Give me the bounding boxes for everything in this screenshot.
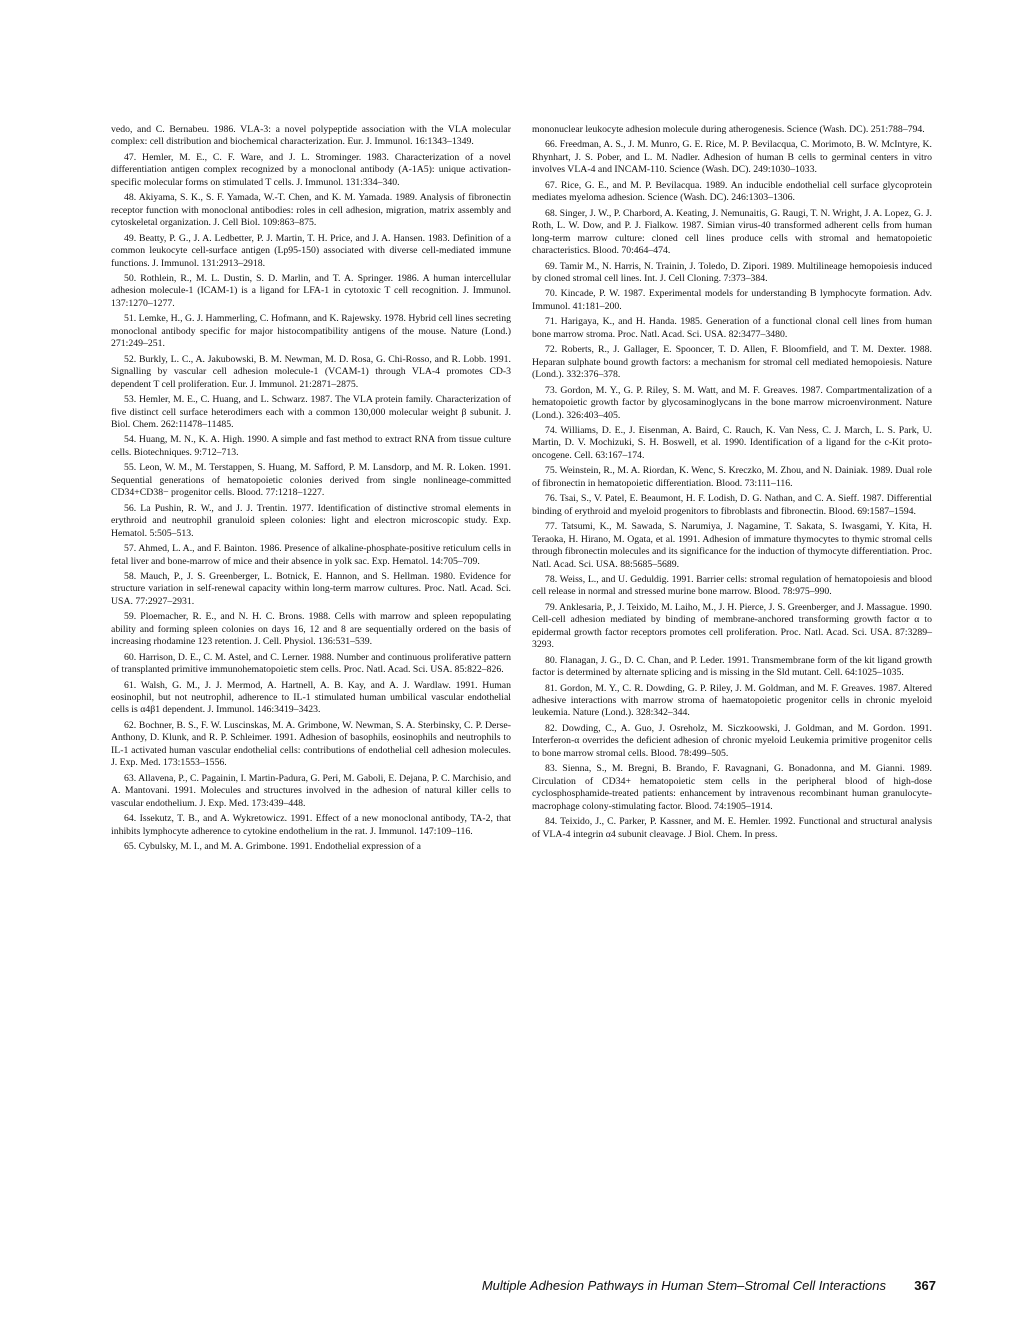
page-number: 367 xyxy=(914,1278,936,1293)
reference-entry: 55. Leon, W. M., M. Terstappen, S. Huang, M. Safford, P. M. Lansdorp, and M. R. Loken. 1991. Sequential generations of hematopoietic colonies derived from single nonlineage-committed CD34+CD38− progenitor cells. Blood. 77:1218–1227. xyxy=(111,462,511,499)
reference-entry: 70. Kincade, P. W. 1987. Experimental models for understanding B lymphocyte formation. Adv. Immunol. 41:181–200. xyxy=(532,288,932,312)
reference-column-left xyxy=(111,124,511,856)
reference-entry: mononuclear leukocyte adhesion molecule during atherogenesis. Science (Wash. DC). 251:788–794. xyxy=(532,124,925,135)
page-footer xyxy=(481,1278,936,1296)
reference-entry: 74. Williams, D. E., J. Eisenman, A. Baird, C. Rauch, K. Van Ness, C. J. March, L. S. Park, U. Martin, D. V. Mochizuki, S. H. Boswell, et al. 1990. Identification of a ligand for the c-Kit proto-oncogene. Cell. 63:167–174. xyxy=(532,424,932,461)
reference-entry: 52. Burkly, L. C., A. Jakubowski, B. M. Newman, M. D. Rosa, G. Chi-Rosso, and R. Lobb. 1991. Signalling by vascular cell adhesion molecule-1 (VCAM-1) through VLA-4 promotes CD-3 dependent T cell proliferation. Eur. J. Immunol. 21:2871–2875. xyxy=(111,353,511,390)
reference-entry: 79. Anklesaria, P., J. Teixido, M. Laiho, M., J. H. Pierce, J. S. Greenberger, and J. Massague. 1990. Cell-cell adhesion mediated by binding of membrane-anchored transforming growth factor α to epidermal growth factor receptors promotes cell proliferation. Proc. Natl. Acad. Sci. USA. 87:3289–3293. xyxy=(532,601,932,651)
reference-entry: 60. Harrison, D. E., C. M. Astel, and C. Lerner. 1988. Number and continuous proliferative pattern of transplanted primitive immunohematopoietic stem cells. Proc. Natl. Acad. Sci. USA. 85:822–826. xyxy=(111,651,511,676)
reference-entry: 54. Huang, M. N., K. A. High. 1990. A simple and fast method to extract RNA from tissue culture cells. Biotechniques. 9:712–713. xyxy=(111,434,511,458)
reference-entry: 47. Hemler, M. E., C. F. Ware, and J. L. Strominger. 1983. Characterization of a novel differentiation antigen complex recognized by a monoclonal antibody (A-1A5): unique activation-specific molecular forms on stimulated T cells. J. Immunol. 131:334–340. xyxy=(111,151,511,188)
running-head: Multiple Adhesion Pathways in Human Stem–Stromal Cell Interactions xyxy=(481,1278,886,1293)
reference-entry: 56. La Pushin, R. W., and J. J. Trentin. 1977. Identification of distinctive stromal elements in erythroid and neutrophil granuloid spleen colonies: light and electron microscopic study. Exp. Hematol. 5:505–513. xyxy=(111,502,511,539)
reference-entry: 83. Sienna, S., M. Bregni, B. Brando, F. Ravagnani, G. Bonadonna, and M. Gianni. 1989. Circulation of CD34+ hematopoietic stem cells in the peripheral blood of high-dose cyclosphosphamide-treated patients: enhancement by intravenous recombinant human granulocyte-macrophage colony-stimulating factor. Blood. 74:1905–1914. xyxy=(532,763,932,812)
reference-column-right xyxy=(532,124,932,844)
reference-entry: 81. Gordon, M. Y., C. R. Dowding, G. P. Riley, J. M. Goldman, and M. F. Greaves. 1987. Altered adhesive interactions with marrow stroma of haematopoietic progenitor cells in chronic myeloid leukemia. Nature (Lond.). 328:342–344. xyxy=(532,682,932,719)
reference-entry: 63. Allavena, P., C. Pagainin, I. Martin-Padura, G. Peri, M. Gaboli, E. Dejana, P. C. Marchisio, and A. Mantovani. 1991. Molecules and structures involved in the adhesion of natural killer cells to vascular endothelium. J. Exp. Med. 173:439–448. xyxy=(111,772,511,809)
reference-entry: 59. Ploemacher, R. E., and N. H. C. Brons. 1988. Cells with marrow and spleen repopulating ability and forming spleen colonies on days 16, 12 and 8 are sequentially ordered on the basis of increasing rhodamine 123 retention. J. Cell. Physiol. 136:531–539. xyxy=(111,611,511,648)
reference-entry: 58. Mauch, P., J. S. Greenberger, L. Botnick, E. Hannon, and S. Hellman. 1980. Evidence for structure variation in self-renewal capacity within long-term marrow cultures. Proc. Natl. Acad. Sci. USA. 77:2927–2931. xyxy=(111,570,511,607)
reference-entry: 71. Harigaya, K., and H. Handa. 1985. Generation of a functional clonal cell lines from human bone marrow stroma. Proc. Natl. Acad. Sci. USA. 82:3477–3480. xyxy=(532,316,932,340)
reference-entry: 72. Roberts, R., J. Gallager, E. Spooncer, T. D. Allen, F. Bloomfield, and T. M. Dexter. 1988. Heparan sulphate bound growth factors: a mechanism for stromal cell mediated hemopoiesis. Nature (Lond.). 332:376–378. xyxy=(532,344,932,381)
reference-entry: 64. Issekutz, T. B., and A. Wykretowicz. 1991. Effect of a new monoclonal antibody, TA-2, that inhibits lymphocyte adherence to cytokine endothelium in the rat. J. Immunol. 147:109–116. xyxy=(111,813,511,837)
reference-entry: vedo, and C. Bernabeu. 1986. VLA-3: a novel polypeptide association with the VLA molecular complex: cell distribution and biochemical characterization. Eur. J. Immunol. 16:1343–1349. xyxy=(111,124,511,148)
reference-entry: 49. Beatty, P. G., J. A. Ledbetter, P. J. Martin, T. H. Price, and J. A. Hansen. 1983. Definition of a common leukocyte cell-surface antigen (Lp95-150) associated with diverse cell-mediated immune functions. J. Immunol. 131:2913–2918. xyxy=(111,232,511,269)
reference-entry: 50. Rothlein, R., M. L. Dustin, S. D. Marlin, and T. A. Springer. 1986. A human intercellular adhesion molecule-1 (ICAM-1) is a ligand for LFA-1 in cytotoxic T cell recognition. J. Immunol. 137:1270–1277. xyxy=(111,272,511,309)
reference-entry: 61. Walsh, G. M., J. J. Mermod, A. Hartnell, A. B. Kay, and A. J. Wardlaw. 1991. Human eosinophil, but not neutrophil, adherence to IL-1 stimulated human umbilical vascular endothelial cells is α4β1 dependent. J. Immunol. 146:3419–3423. xyxy=(111,679,511,716)
reference-entry: 77. Tatsumi, K., M. Sawada, S. Narumiya, J. Nagamine, T. Sakata, S. Iwasgami, Y. Kita, H. Teraoka, H. Hirano, M. Ogata, et al. 1991. Adhesion of immature thymocytes to thymic stromal cells through fibronectin molecules and its significance for the induction of thymocyte differentiation. Proc. Natl. Acad. Sci. USA. 88:5685–5689. xyxy=(532,521,933,570)
reference-entry: 78. Weiss, L., and U. Geduldig. 1991. Barrier cells: stromal regulation of hematopoiesis and blood cell release in normal and stressed murine bone marrow. Blood. 78:975–990. xyxy=(532,573,932,598)
reference-entry: 69. Tamir M., N. Harris, N. Trainin, J. Toledo, D. Zipori. 1989. Multilineage hemopoiesis induced by cloned stromal cell lines. Int. J. Cell Cloning. 7:373–384. xyxy=(532,260,932,284)
reference-entry: 48. Akiyama, S. K., S. F. Yamada, W.-T. Chen, and K. M. Yamada. 1989. Analysis of fibronectin receptor function with monoclonal antibodies: roles in cell adhesion, migration, matrix assembly and cytoskeletal organization. J. Cell Biol. 109:863–875. xyxy=(111,192,511,229)
reference-entry: 82. Dowding, C., A. Guo, J. Osreholz, M. Siczkoowski, J. Goldman, and M. Gordon. 1991. Interferon-α overrides the deficient adhesion of chronic myeloid Leukemia primitive progenitor cells to bone marrow stromal cells. Blood. 78:499–505. xyxy=(532,722,932,759)
reference-entry: 84. Teixido, J., C. Parker, P. Kassner, and M. E. Hemler. 1992. Functional and structural analysis of VLA-4 integrin α4 subunit cleavage. J Biol. Chem. In press. xyxy=(532,816,932,840)
reference-entry: 67. Rice, G. E., and M. P. Bevilacqua. 1989. An inducible endothelial cell surface glycoprotein mediates myeloma adhesion. Science (Wash. DC). 246:1303–1306. xyxy=(532,179,932,204)
reference-entry: 80. Flanagan, J. G., D. C. Chan, and P. Leder. 1991. Transmembrane form of the kit ligand growth factor is determined by alternate splicing and is missing in the Sld mutant. Cell. 64:1025–1035. xyxy=(532,654,932,679)
reference-entry: 68. Singer, J. W., P. Charbord, A. Keating, J. Nemunaitis, G. Raugi, T. N. Wright, J. A. Lopez, G. J. Roth, L. W. Dow, and P. J. Fialkow. 1987. Simian virus-40 transformed adherent cells from human long-term marrow culture: cloned cell lines produce cells with stromal and hematopoietic characteristics. Blood. 70:464–474. xyxy=(532,207,932,257)
reference-entry: 75. Weinstein, R., M. A. Riordan, K. Wenc, S. Kreczko, M. Zhou, and N. Dainiak. 1989. Dual role of fibronectin in hematopoietic differentiation. Blood. 73:111–116. xyxy=(532,465,932,489)
reference-entry: 62. Bochner, B. S., F. W. Luscinskas, M. A. Grimbone, W. Newman, S. A. Sterbinsky, C. P. Derse-Anthony, D. Klunk, and R. P. Schleimer. 1991. Adhesion of basophils, eosinophils and neutrophils to IL-1 activated human vascular endothelial cells: contributions of endothelial cell adhesion molecules. J. Exp. Med. 173:1553–1556. xyxy=(111,719,511,769)
reference-entry: 73. Gordon, M. Y., G. P. Riley, S. M. Watt, and M. F. Greaves. 1987. Compartmentalization of a hematopoietic growth factor by glycosaminoglycans in the bone marrow microenvironment. Nature (Lond.). 326:403–405. xyxy=(532,384,932,421)
reference-entry: 57. Ahmed, L. A., and F. Bainton. 1986. Presence of alkaline-phosphate-positive reticulum cells in fetal liver and bone-marrow of mice and their absence in yolk sac. Exp. Hematol. 14:705–709. xyxy=(111,543,511,567)
reference-entry: 53. Hemler, M. E., C. Huang, and L. Schwarz. 1987. The VLA protein family. Characterization of five distinct cell surface heterodimers each with a common 130,000 molecular weight β subunit. J. Biol. Chem. 262:11478–11485. xyxy=(111,394,511,430)
reference-entry: 51. Lemke, H., G. J. Hammerling, C. Hofmann, and K. Rajewsky. 1978. Hybrid cell lines secreting monoclonal antibody specific for major histocompatibility antigens of the mouse. Nature (Lond.) 271:249–251. xyxy=(111,313,511,350)
reference-entry: 65. Cybulsky, M. I., and M. A. Grimbone. 1991. Endothelial expression of a xyxy=(124,841,421,853)
reference-entry: 76. Tsai, S., V. Patel, E. Beaumont, H. F. Lodish, D. G. Nathan, and C. A. Sieff. 1987. Differential binding of erythroid and myeloid progenitors to fibroblasts and fibronectin. Blood. 69:1587–1594. xyxy=(532,493,932,517)
reference-entry: 66. Freedman, A. S., J. M. Munro, G. E. Rice, M. P. Bevilacqua, C. Morimoto, B. W. McIntyre, K. Rhynhart, J. S. Pober, and L. M. Nadler. Adhesion of human B cells to germinal centers in vitro involves VLA-4 and INCAM-110. Science (Wash. DC). 249:1030–1033. xyxy=(532,139,932,176)
